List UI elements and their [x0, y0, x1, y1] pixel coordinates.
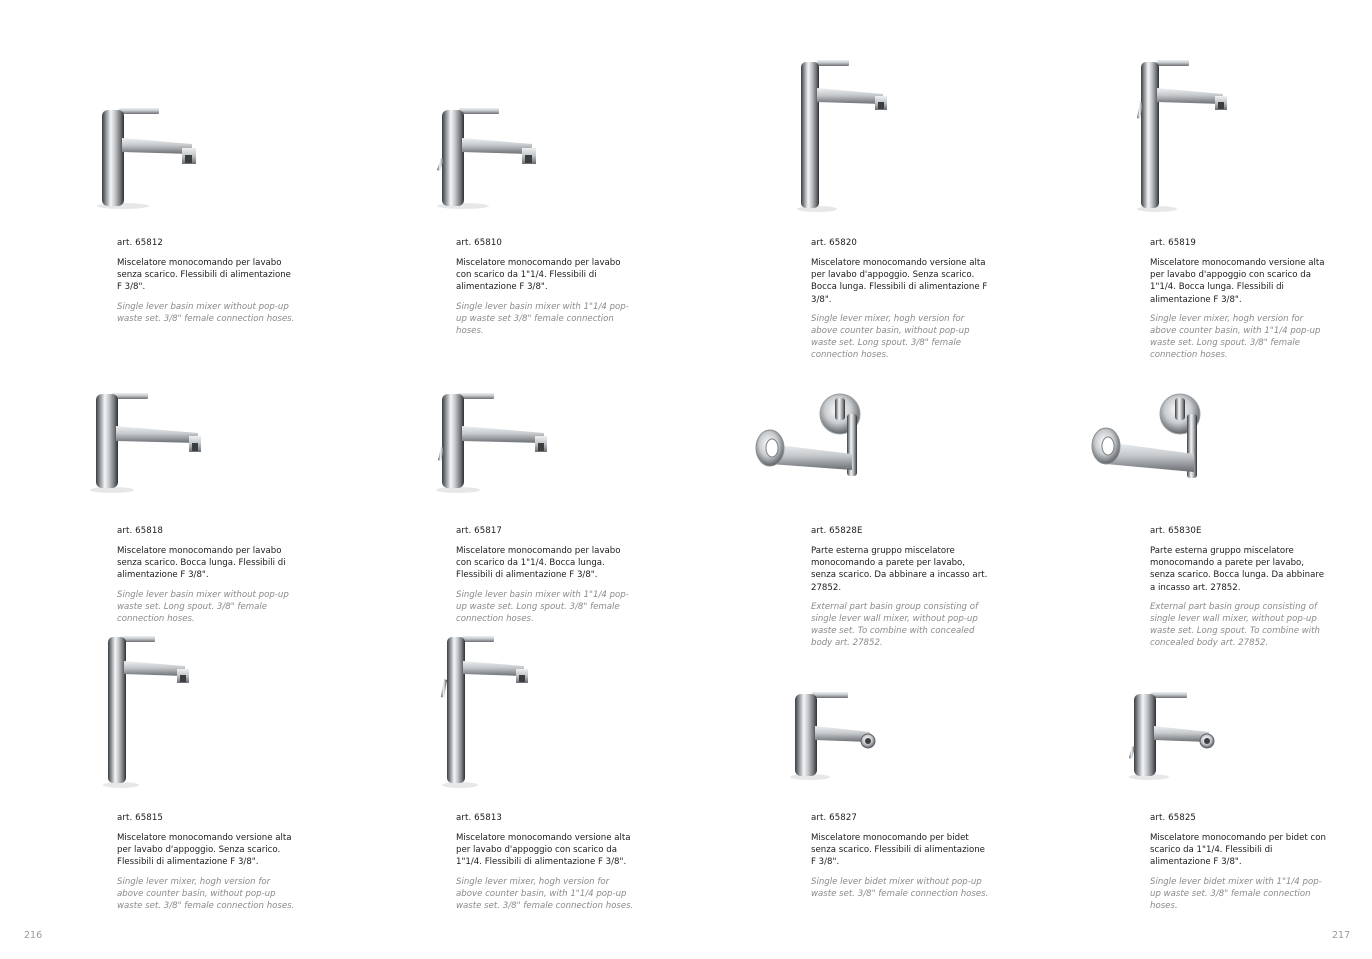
tall-basin-mixer-popup-icon	[1135, 58, 1235, 214]
article-number: art. 65825	[1150, 813, 1196, 823]
description-italian: Miscelatore monocomando versione alta per lavabo d'appoggio con scarico da 1"1/4. Flessibili di alimentazione F 3/8".	[456, 833, 631, 868]
product-image	[795, 58, 895, 214]
product-image	[1127, 686, 1223, 782]
article-number: art. 65818	[117, 526, 163, 536]
description-italian: Parte esterna gruppo miscelatore monocomando a parete per lavabo, senza scarico. Bocca lunga. Da abbinare a incasso art. 27852.	[1150, 546, 1324, 593]
article-number: art. 65820	[811, 238, 857, 248]
product-image	[103, 633, 193, 789]
product-image	[90, 390, 208, 494]
description-english: Single lever mixer, hogh version for above counter basin, without pop-up waste set. Long spout. 3/8" female connection hoses.	[811, 313, 970, 361]
article-number: art. 65817	[456, 526, 502, 536]
bidet-mixer-icon	[788, 686, 884, 782]
description-italian: Miscelatore monocomando per lavabo senza scarico. Flessibili di alimentazione F 3/8".	[117, 258, 291, 293]
product-image	[435, 98, 545, 213]
description-italian: Miscelatore monocomando per lavabo con scarico da 1"1/4. Bocca lunga. Flessibili di alimentazione F 3/8".	[456, 546, 621, 581]
description-italian: Miscelatore monocomando per lavabo con scarico da 1"1/4. Flessibili di alimentazione F 3/8".	[456, 258, 621, 293]
product-description	[811, 526, 989, 650]
description-english: Single lever bidet mixer with 1"1/4 pop-up waste set. 3/8" female connection hoses.	[1150, 876, 1322, 912]
wall-mixer-icon	[752, 392, 870, 484]
product-description	[1150, 238, 1328, 362]
tall-basin-mixer-popup-icon	[440, 633, 530, 789]
product-image	[1135, 58, 1235, 214]
description-italian: Miscelatore monocomando per lavabo senza scarico. Bocca lunga. Flessibili di alimentazione F 3/8".	[117, 546, 286, 581]
product-description	[117, 526, 295, 625]
long-spout-basin-mixer-popup-icon	[436, 390, 554, 494]
product-image	[788, 686, 884, 782]
product-description	[456, 526, 634, 625]
description-english: Single lever basin mixer with 1"1/4 pop-up waste set. Long spout. 3/8" female connection hoses.	[456, 589, 629, 625]
product-description	[117, 238, 295, 325]
product-description	[117, 813, 295, 912]
product-description	[811, 813, 989, 900]
product-image	[95, 98, 205, 213]
product-image	[1090, 392, 1208, 484]
short-basin-mixer-icon	[95, 98, 205, 213]
article-number: art. 65828E	[811, 526, 863, 536]
description-italian: Miscelatore monocomando versione alta per lavabo d'appoggio. Senza scarico. Flessibili di alimentazione F 3/8".	[117, 833, 292, 868]
description-italian: Parte esterna gruppo miscelatore monocomando a parete per lavabo, senza scarico. Da abbinare a incasso art. 27852.	[811, 546, 988, 593]
product-image	[440, 633, 530, 789]
description-english: External part basin group consisting of single lever wall mixer, without pop-up waste set. Long spout. To combine with concealed body art. 27852.	[1150, 601, 1320, 649]
description-english: Single lever mixer, hogh version for above counter basin, with 1"1/4 pop-up waste set. Long spout. 3/8" female connection hoses.	[1150, 313, 1321, 361]
product-description	[456, 813, 634, 912]
description-italian: Miscelatore monocomando versione alta per lavabo d'appoggio con scarico da 1"1/4. Bocca lunga. Flessibili di alimentazione F 3/8".	[1150, 258, 1325, 305]
product-description	[1150, 813, 1328, 912]
long-spout-basin-mixer-icon	[90, 390, 208, 494]
description-english: Single lever basin mixer without pop-up waste set. 3/8" female connection hoses.	[117, 301, 295, 324]
product-description	[811, 238, 989, 362]
description-italian: Miscelatore monocomando per bidet con scarico da 1"1/4. Flessibili di alimentazione F 3/8".	[1150, 833, 1326, 868]
article-number: art. 65830E	[1150, 526, 1202, 536]
description-english: Single lever mixer, hogh version for above counter basin, with 1"1/4 pop-up waste set. 3/8" female connection hoses.	[456, 876, 634, 912]
tall-basin-mixer-icon	[103, 633, 193, 789]
description-english: Single lever basin mixer without pop-up waste set. Long spout. 3/8" female connection hoses.	[117, 589, 289, 625]
description-english: Single lever basin mixer with 1"1/4 pop-up waste set 3/8" female connection hoses.	[456, 301, 629, 337]
tall-basin-mixer-icon	[795, 58, 895, 214]
description-english: External part basin group consisting of single lever wall mixer, without pop-up waste set. To combine with concealed body art. 27852.	[811, 601, 978, 649]
wall-mixer-long-icon	[1090, 392, 1208, 484]
article-number: art. 65819	[1150, 238, 1196, 248]
description-english: Single lever bidet mixer without pop-up waste set. 3/8" female connection hoses.	[811, 876, 989, 899]
product-description	[456, 238, 634, 337]
product-image	[436, 390, 554, 494]
description-italian: Miscelatore monocomando per bidet senza scarico. Flessibili di alimentazione F 3/8".	[811, 833, 985, 868]
page-number-right: 217	[1332, 930, 1351, 941]
article-number: art. 65815	[117, 813, 163, 823]
article-number: art. 65827	[811, 813, 857, 823]
article-number: art. 65810	[456, 238, 502, 248]
product-description	[1150, 526, 1328, 650]
article-number: art. 65813	[456, 813, 502, 823]
product-image	[752, 392, 870, 484]
description-english: Single lever mixer, hogh version for above counter basin, without pop-up waste set. 3/8" female connection hoses.	[117, 876, 295, 912]
short-basin-mixer-popup-icon	[435, 98, 545, 213]
bidet-mixer-popup-icon	[1127, 686, 1223, 782]
description-italian: Miscelatore monocomando versione alta per lavabo d'appoggio. Senza scarico. Bocca lunga. Flessibili di alimentazione F 3/8".	[811, 258, 988, 305]
page-number-left: 216	[24, 930, 43, 941]
article-number: art. 65812	[117, 238, 163, 248]
